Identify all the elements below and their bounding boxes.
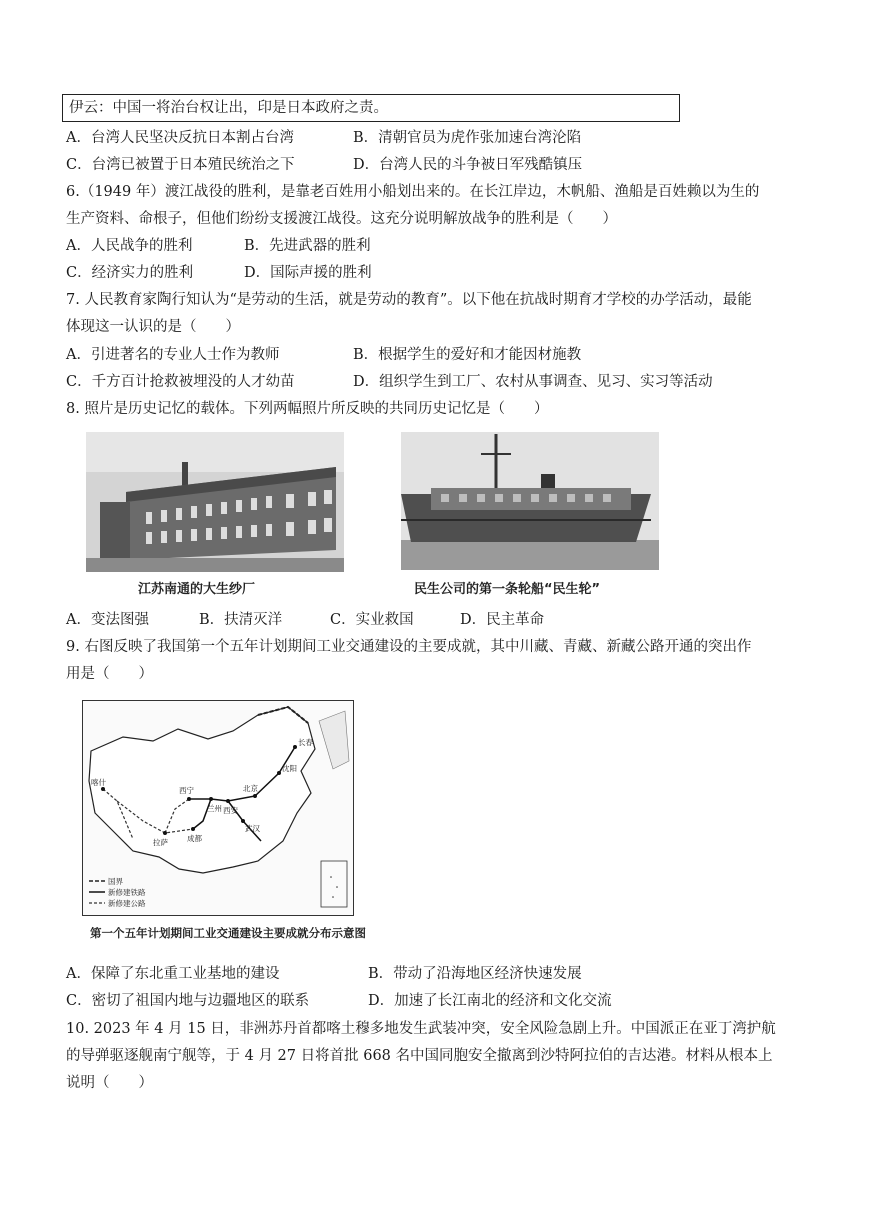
q6-option-d[interactable]: D．国际声援的胜利 [244, 265, 372, 281]
map-label-beijing: 北京 [243, 784, 258, 793]
map-label-kashi: 喀什 [91, 778, 106, 787]
photo-dasheng-factory [86, 432, 344, 572]
map-label-shenyang: 沈阳 [282, 764, 297, 773]
map-caption: 第一个五年计划期间工业交通建设主要成就分布示意图 [90, 926, 366, 940]
photo-dasheng-caption: 江苏南通的大生纱厂 [138, 582, 256, 597]
map-label-xining: 西宁 [179, 786, 194, 795]
q10-stem-line2: 的导弹驱逐舰南宁舰等，于 4 月 27 日将首批 668 名中国同胞安全撤离到沙特阿拉伯的吉达港。材料从根本上 [66, 1048, 773, 1064]
q7-stem-line1: 7. 人民教育家陶行知认为“是劳动的生活，就是劳动的教育”。以下他在抗战时期育才学校的办学活动，最能 [66, 292, 752, 308]
q10-stem-line3: 说明（ ） [66, 1075, 153, 1091]
q7-option-a[interactable]: A．引进著名的专业人士作为教师 [66, 347, 280, 363]
q5-option-a[interactable]: A．台湾人民坚决反抗日本割占台湾 [66, 130, 294, 146]
photo-minsheng-ship [401, 432, 659, 570]
q5-option-b[interactable]: B．清朝官员为虎作张加速台湾沦陷 [353, 130, 582, 146]
q6-stem-line1: 6.（1949 年）渡江战役的胜利，是靠老百姓用小船划出来的。在长江岸边，木帆船、渔船是百姓赖以为生的 [66, 184, 760, 200]
q10-stem-line1: 10. 2023 年 4 月 15 日，非洲苏丹首都喀土穆多地发生武装冲突，安全风险急剧上升。中国派正在亚丁湾护航 [66, 1021, 776, 1037]
q9-option-a[interactable]: A．保障了东北重工业基地的建设 [66, 966, 280, 982]
q6-option-a[interactable]: A．人民战争的胜利 [66, 238, 193, 254]
q9-stem-line1: 9. 右图反映了我国第一个五年计划期间工业交通建设的主要成就，其中川藏、青藏、新藏公路开通的突出作 [66, 639, 752, 655]
map-label-xian: 西安 [223, 806, 238, 815]
map-label-chengdu: 成都 [187, 834, 202, 843]
map-label-changchun: 长春 [298, 738, 313, 747]
q8-option-d[interactable]: D．民主革命 [460, 612, 545, 628]
q8-option-a[interactable]: A．变法图强 [66, 612, 149, 628]
q9-option-c[interactable]: C．密切了祖国内地与边疆地区的联系 [66, 993, 310, 1009]
legend-road: 新修建公路 [108, 899, 146, 908]
quote-text: 伊云：中国一将治台权让出，印是日本政府之责。 [69, 100, 388, 116]
map-label-lanzhou: 兰州 [207, 804, 222, 813]
q5-option-d[interactable]: D．台湾人民的斗争被日军残酷镇压 [353, 157, 583, 173]
q8-stem-line1: 8. 照片是历史记忆的载体。下列两幅照片所反映的共同历史记忆是（ ） [66, 401, 549, 417]
map-label-wuhan: 武汉 [245, 824, 260, 833]
map-legend [89, 877, 146, 908]
q7-option-b[interactable]: B．根据学生的爱好和才能因材施教 [353, 347, 582, 363]
q8-option-b[interactable]: B．扶清灭洋 [199, 612, 283, 628]
photo-minsheng-caption: 民生公司的第一条轮船“民生轮” [414, 582, 601, 597]
quote-box [62, 94, 680, 122]
q6-option-c[interactable]: C．经济实力的胜利 [66, 265, 194, 281]
q9-option-b[interactable]: B．带动了沿海地区经济快速发展 [368, 966, 582, 982]
q7-option-c[interactable]: C．千方百计抢救被埋没的人才幼苗 [66, 374, 295, 390]
q5-option-c[interactable]: C．台湾已被置于日本殖民统治之下 [66, 157, 295, 173]
map-label-lasa: 拉萨 [153, 838, 168, 847]
q8-option-c[interactable]: C．实业救国 [330, 612, 414, 628]
construction-map [82, 700, 354, 916]
legend-rail: 新修建铁路 [108, 888, 146, 897]
q7-stem-line2: 体现这一认识的是（ ） [66, 319, 240, 335]
q7-option-d[interactable]: D．组织学生到工厂、农村从事调查、见习、实习等活动 [353, 374, 713, 390]
legend-border: 国界 [108, 877, 123, 886]
q9-option-d[interactable]: D．加速了长江南北的经济和文化交流 [368, 993, 612, 1009]
q6-option-b[interactable]: B．先进武器的胜利 [244, 238, 371, 254]
q9-stem-line2: 用是（ ） [66, 666, 153, 682]
q6-stem-line2: 生产资料、命根子，但他们纷纷支援渡江战役。这充分说明解放战争的胜利是（ ） [66, 211, 617, 227]
